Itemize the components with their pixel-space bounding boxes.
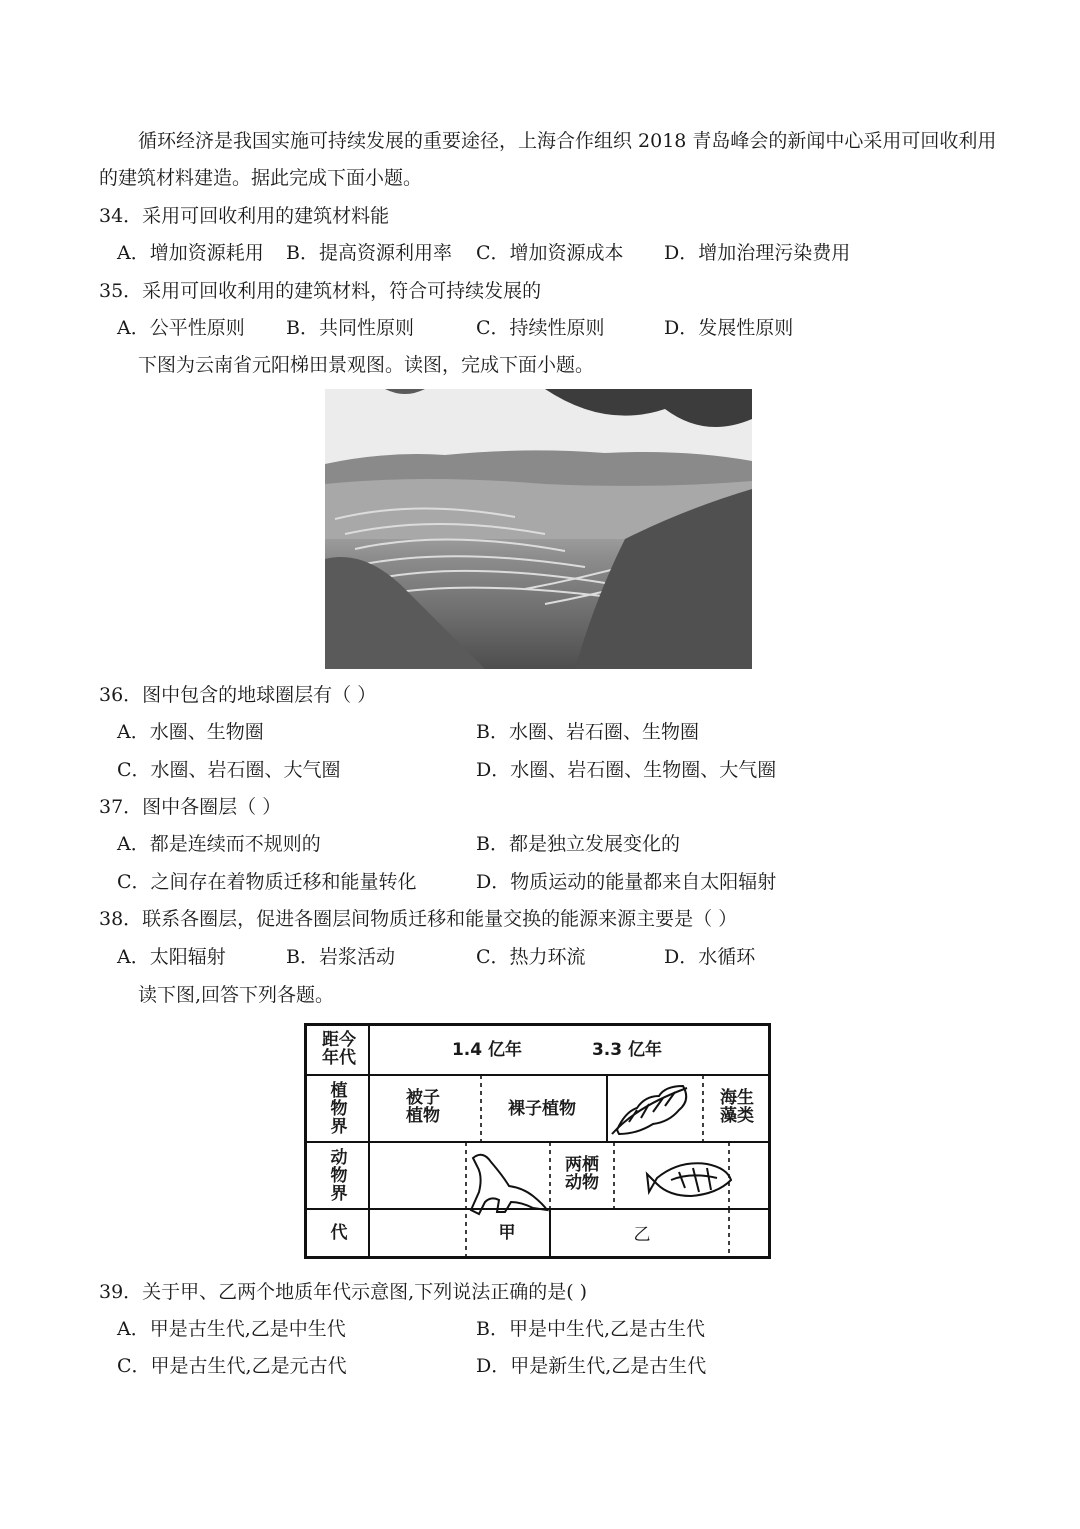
q34-option-c[interactable]: C．增加资源成本 (476, 242, 624, 264)
q37-option-b[interactable]: B．都是独立发展变化的 (476, 833, 680, 855)
animal-amphibian (553, 1156, 611, 1192)
q36-option-d[interactable]: D．水圈、岩石圈、生物圈、大气圈 (476, 759, 777, 781)
plant-angiosperm-line-2: 植物 (406, 1106, 440, 1126)
q39-option-a[interactable]: A．甲是古生代,乙是中生代 (117, 1318, 346, 1340)
age-3-3: 3.3 亿年 (591, 1040, 663, 1060)
q38-option-b[interactable]: B．岩浆活动 (286, 946, 395, 968)
intro-paragraph-line-2: 的建筑材料建造。据此完成下面小题。 (99, 167, 423, 189)
intro-paragraph-terraces: 下图为云南省元阳梯田景观图。读图，完成下面小题。 (138, 354, 595, 376)
animal-amphibian-line-2: 动物 (565, 1173, 599, 1193)
q35-option-b[interactable]: B．共同性原则 (286, 317, 414, 339)
q39-option-b[interactable]: B．甲是中生代,乙是古生代 (476, 1318, 706, 1340)
q34-option-b[interactable]: B．提高资源利用率 (286, 242, 452, 264)
plant-angiosperm (393, 1089, 453, 1125)
row-header-era-line-1: 代 (330, 1223, 348, 1243)
q35-option-a[interactable]: A．公平性原则 (117, 317, 245, 339)
q37-option-a[interactable]: A．都是连续而不规则的 (117, 833, 321, 855)
animal-amphibian-line-1: 两栖 (565, 1155, 599, 1175)
q37-option-c[interactable]: C．之间存在着物质迁移和能量转化 (117, 871, 417, 893)
plant-marine-algae (707, 1089, 767, 1125)
plant-angiosperm-line-1: 被子 (406, 1088, 440, 1108)
row-header-plants (311, 1082, 367, 1136)
row-header-age-line-1: 距今 (322, 1030, 356, 1050)
row-header-animals-line-2: 物 (330, 1166, 348, 1186)
age-1-4: 1.4 亿年 (451, 1040, 523, 1060)
era-yi: 乙 (633, 1225, 651, 1245)
q34-option-a[interactable]: A．增加资源耗用 (117, 242, 264, 264)
q35-option-c[interactable]: C．持续性原则 (476, 317, 605, 339)
intro-paragraph-geologic: 读下图,回答下列各题。 (138, 984, 335, 1006)
plant-marine-algae-line-1: 海生 (720, 1088, 754, 1108)
plant-gymnosperm: 裸子植物 (508, 1099, 576, 1119)
q38-option-c[interactable]: C．热力环流 (476, 946, 586, 968)
table-grid (307, 1026, 768, 1256)
geologic-time-table (304, 1023, 771, 1259)
terrace-landscape-photo (325, 389, 752, 669)
era-jia: 甲 (498, 1223, 516, 1243)
q36-option-a[interactable]: A．水圈、生物圈 (117, 721, 264, 743)
fish-icon (647, 1163, 731, 1196)
dinosaur-icon (471, 1155, 547, 1214)
row-header-animals (311, 1149, 367, 1203)
q36-option-b[interactable]: B．水圈、岩石圈、生物圈 (476, 721, 699, 743)
fern-frond-icon (612, 1086, 687, 1134)
q38-option-d[interactable]: D．水循环 (664, 946, 756, 968)
row-header-age (311, 1031, 367, 1067)
question-38-stem: 38．联系各圈层，促进各圈层间物质迁移和能量交换的能源来源主要是（ ） (99, 908, 738, 930)
terrace-photo-illustration (325, 389, 752, 669)
q34-option-d[interactable]: D．增加治理污染费用 (664, 242, 851, 264)
q36-option-c[interactable]: C．水圈、岩石圈、大气圈 (117, 759, 341, 781)
q38-option-a[interactable]: A．太阳辐射 (117, 946, 226, 968)
q39-option-d[interactable]: D．甲是新生代,乙是古生代 (476, 1355, 707, 1377)
q39-option-c[interactable]: C．甲是古生代,乙是元古代 (117, 1355, 347, 1377)
question-37-stem: 37．图中各圈层（ ） (99, 796, 282, 818)
q37-option-d[interactable]: D．物质运动的能量都来自太阳辐射 (476, 871, 777, 893)
row-header-age-line-2: 年代 (322, 1048, 356, 1068)
row-header-animals-line-3: 界 (330, 1184, 348, 1204)
question-35-stem: 35．采用可回收利用的建筑材料，符合可持续发展的 (99, 280, 542, 302)
row-header-animals-line-1: 动 (330, 1148, 348, 1168)
intro-paragraph-line-1: 循环经济是我国实施可持续发展的重要途径，上海合作组织 2018 青岛峰会的新闻中心采用可回收利用 (138, 130, 997, 152)
row-header-plants-line-2: 物 (330, 1099, 348, 1119)
plant-marine-algae-line-2: 藻类 (720, 1106, 754, 1126)
row-header-era (311, 1224, 367, 1242)
row-header-plants-line-3: 界 (330, 1117, 348, 1137)
question-36-stem: 36．图中包含的地球圈层有（ ） (99, 684, 377, 706)
row-header-plants-line-1: 植 (330, 1081, 348, 1101)
question-34-stem: 34．采用可回收利用的建筑材料能 (99, 205, 390, 227)
question-39-stem: 39．关于甲、乙两个地质年代示意图,下列说法正确的是( ) (99, 1281, 588, 1303)
q35-option-d[interactable]: D．发展性原则 (664, 317, 794, 339)
